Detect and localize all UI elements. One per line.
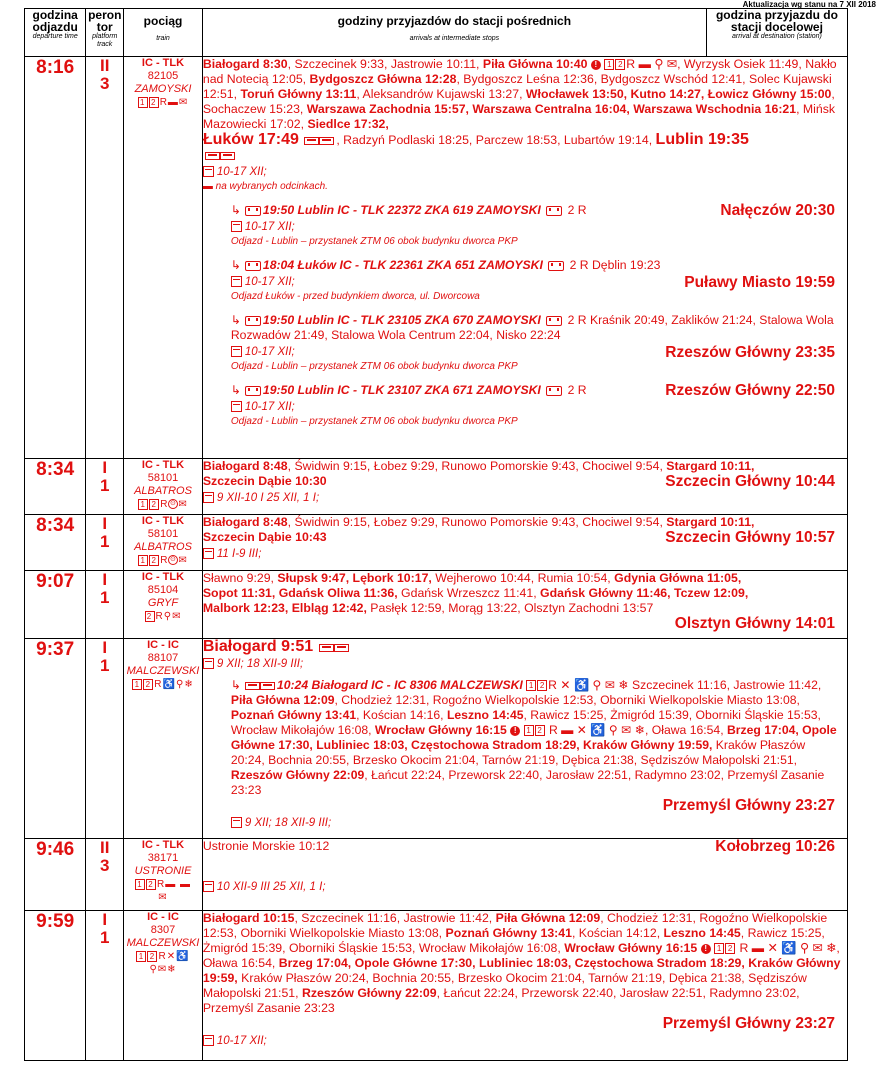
wheelchair-icon: ♿ — [162, 679, 176, 690]
service-icons: 1 2 R▬✉ — [124, 96, 202, 109]
connection: ↳ 19:50 Lublin IC - TLK 23107 ZKA 671 ZAMOYSKI 2 R Rzeszów Główny 22:50 10-17 XII; Odjazd - Lublin – przystanek ZTM 06 obok budynku dworca PKP — [203, 383, 841, 428]
calendar-icon — [203, 166, 214, 177]
departure-time: 9:07 — [25, 571, 86, 639]
destination: Szczecin Główny 10:44 — [665, 473, 835, 490]
connection: ↳ 10:24 Białogard IC - IC 8306 MALCZEWSKI 1 2 R ✕ ♿ ⚲ ✉ ❄ Szczecinek 11:16, Jastrowie 11:42, Piła Główna 12:09, Chodzież 12:31, Rogoźno Wielkopolskie 12:53, Oborniki Wielkopolskie Miasto 13:08, Poznań Główny 13:41, Kościan 14:16, Leszno 14:45, Rawicz 15:25, Żmigród 15:39, Oborniki Śląskie 15:53, Wrocław Mikołajów 16:08, Wrocław Główny 16:15 ! 1 2 R ▬ ✕ ♿ ⚲ ✉ ❄, Oława 16:54, Brzeg 17:04, Opole Główne 17:30, Lubliniec 18:03, Częstochowa Stradom 18:29, Kraków Główny 19:59, Kraków Płaszów 20:24, Bochnia 20:55, Brzesko Okocim 21:04, Tarnów 21:19, Dębica 21:38, Sędziszów Małopolski 21:51, Rzeszów Główny 22:09, Łańcut 22:24, Przeworsk 22:40, Jarosław 22:51, Radymno 23:02, Przemyśl Zasanie 23:23 Przemyśl Główny 23:27 9 XII; 18 XII-9 III; — [203, 678, 841, 831]
departure-time: 8:34 — [25, 515, 86, 571]
sleeper-icon: ▬ — [167, 97, 179, 108]
connection-destination: Rzeszów Główny 23:35 — [665, 344, 835, 361]
warning-icon: ! — [701, 944, 711, 954]
mail-icon: ✉ — [172, 611, 182, 622]
train-info: IC - TLK 58101 ALBATROS 1 2 R ⊙ ✉ — [124, 515, 203, 571]
table-row — [25, 839, 848, 911]
destination: Przemyśl Główny 23:27 — [662, 1015, 835, 1032]
train-info: IC - TLK 38171 USTRONIE 1 2 R▬ ▬ ✉ — [124, 839, 203, 911]
platform: II 3 — [86, 839, 124, 911]
replacement-bus-icon — [203, 148, 841, 163]
train-info: IC - TLK 58101 ALBATROS 1 2 R ⊙ ✉ — [124, 459, 203, 515]
bus-icon — [245, 316, 261, 326]
platform: II 3 — [86, 57, 124, 459]
calendar-icon — [203, 1035, 214, 1046]
bus-icon — [245, 206, 261, 216]
platform: I 1 — [86, 911, 124, 1061]
mail-icon: ✉ — [666, 57, 678, 71]
destination: Olsztyn Główny 14:01 — [674, 615, 835, 632]
platform: I 1 — [86, 459, 124, 515]
connection: ↳ 19:50 Lublin IC - TLK 22372 ZKA 619 ZAMOYSKI 2 R Nałęczów 20:30 10-17 XII; Odjazd - Lublin – przystanek ZTM 06 obok budynku dworca PKP — [203, 203, 841, 248]
bus-icon — [548, 261, 564, 271]
sleeper-icon: ▬ — [202, 181, 216, 192]
header-time: godzina odjazdu departure time — [25, 9, 86, 57]
connection: ↳ 18:04 Łuków IC - TLK 22361 ZKA 651 ZAMOYSKI 2 R Dęblin 19:23 10-17 XII; Puławy Miasto 19:59 Odjazd Łuków - przed budynkiem dworca, ul. Dworcowa — [203, 258, 841, 303]
calendar-icon — [203, 658, 214, 669]
warning-icon: ! — [510, 726, 520, 736]
platform: I 1 — [86, 571, 124, 639]
bus-icon — [546, 316, 562, 326]
train-info: IC - TLK 85104 GRYF 2 R⚲✉ — [124, 571, 203, 639]
table-row — [25, 571, 848, 639]
train-number: 82105 — [147, 70, 179, 82]
train-info: IC - IC 8307 MALCZEWSKI 1 2 R✕♿ ⚲✉❄ — [124, 911, 203, 1061]
intermediate-stops: Białogard 10:15, Szczecinek 11:16, Jastrowie 11:42, Piła Główna 12:09, Chodzież 12:31, Rogoźno Wielkopolskie 12:53, Oborniki Wielkopolskie Miasto 13:08, Poznań Główny 13:41, Kościan 14:12, Leszno 14:45, Rawicz 15:25, Żmigród 15:39, Oborniki Śląskie 15:53, Wrocław Mikołajów 16:08, Wrocław Główny 16:15 ! 1 2 R ▬ ✕ ♿ ⚲ ✉ ❄, Oława 16:54, Brzeg 17:04, Opole Główne 17:30, Lubliniec 18:03, Częstochowa Stradom 18:29, Kraków Główny 19:59, Kraków Płaszów 20:24, Bochnia 20:55, Brzesko Okocim 21:04, Tarnów 21:19, Dębica 21:38, Sędziszów Małopolski 21:51, Rzeszów Główny 22:09, Łańcut 22:24, Przeworsk 22:40, Jarosław 22:51, Radymno 23:02, Przemyśl Zasanie 23:23 Przemyśl Główny 23:27 10-17 XII; — [202, 911, 847, 1061]
connection-destination: Nałęczów 20:30 — [720, 202, 835, 219]
table-row — [25, 57, 848, 459]
calendar-icon — [231, 401, 242, 412]
warning-icon: ! — [591, 60, 601, 70]
train-name: ZAMOYSKI — [134, 83, 192, 95]
calendar-icon — [231, 221, 242, 232]
sleeper-icon: ▬ — [638, 57, 651, 71]
bus-replacement-icon — [304, 137, 334, 145]
intermediate-stops: Białogard 8:48, Świdwin 9:15, Łobez 9:29, Runowo Pomorskie 9:43, Chociwel 9:54, Stargard 10:11, Szczecin Dąbie 10:43 Szczecin Główny 10:57 11 I-9 III; — [202, 515, 847, 571]
departure-time: 9:59 — [25, 911, 86, 1061]
calendar-icon — [231, 817, 242, 828]
aircon-icon: ❄ — [184, 679, 194, 690]
table-row — [25, 459, 848, 515]
calendar-icon — [231, 276, 242, 287]
departure-time: 8:34 — [25, 459, 86, 515]
platform: I 1 — [86, 639, 124, 839]
train-info — [124, 57, 203, 459]
mail-icon: ✉ — [178, 555, 188, 566]
connection-destination: Puławy Miasto 19:59 — [684, 274, 835, 291]
bus-icon — [245, 261, 261, 271]
intermediate-stops: Ustronie Morskie 10:12 Kołobrzeg 10:26 10 XII-9 III 25 XII, 1 I; — [202, 839, 847, 911]
train-info: IC - IC 88107 MALCZEWSKI 1 2 R♿⚲❄ — [124, 639, 203, 839]
calendar-icon — [203, 881, 214, 892]
header-intermediate: godziny przyjazdów do stacji pośrednich arrivals at intermediate stops — [202, 9, 706, 57]
header-train: pociąg train — [124, 9, 203, 57]
mail-icon: ✉ — [178, 97, 189, 108]
departure-time: 9:37 — [25, 639, 86, 839]
header-row — [25, 9, 848, 57]
wifi-icon: ⊙ — [169, 556, 177, 564]
train-category: IC - TLK — [141, 57, 185, 69]
connection: ↳ 19:50 Lublin IC - TLK 23105 ZKA 670 ZAMOYSKI 2 R Kraśnik 20:49, Zaklików 21:24, Stalowa Wola Rozwadów 21:49, Stalowa Wola Centrum 22:04, Nisko 22:24 10-17 XII; Rzeszów Główny 23:35 Odjazd - Lublin – przystanek ZTM 06 obok budynku dworca PKP — [203, 313, 841, 373]
intermediate-stops: Białogard 9:51 9 XII; 18 XII-9 III; ↳ 10:24 Białogard IC - IC 8306 MALCZEWSKI 1 2 R ✕ ♿ ⚲ ✉ ❄ Szczecinek 11:16, Jastrowie 11:42, Piła Główna 12:09, Chodzież 12:31, Rogoźno Wielkopolskie 12:53, Oborniki Wielkopolskie Miasto 13:08, Poznań Główny 13:41, Kościan 14:16, Leszno 14:45, Rawicz 15:25, Żmigród 15:39, Oborniki Śląskie 15:53, Wrocław Mikołajów 16:08, Wrocław Główny 16:15 ! 1 2 R ▬ ✕ ♿ ⚲ ✉ ❄, Oława 16:54, Brzeg 17:04, Opole Główne 17:30, Lubliniec 18:03, Częstochowa Stradom 18:29, Kraków Główny 19:59, Kraków Płaszów 20:24, Bochnia 20:55, Brzesko Okocim 21:04, Tarnów 21:19, Dębica 21:38, Sędziszów Małopolski 21:51, Rzeszów Główny 22:09, Łańcut 22:24, Przeworsk 22:40, Jarosław 22:51, Radymno 23:02, Przemyśl Zasanie 23:23 Przemyśl Główny 23:27 9 XII; 18 XII-9 III; — [202, 639, 847, 839]
table-row — [25, 911, 848, 1061]
bike-icon: ⚲ — [175, 679, 185, 690]
update-note: Aktualizacja wg stanu na 7 XII 2018 — [742, 0, 876, 9]
platform: I 1 — [86, 515, 124, 571]
departure-time: 9:46 — [25, 839, 86, 911]
intermediate-stops: Białogard 8:48, Świdwin 9:15, Łobez 9:29, Runowo Pomorskie 9:43, Chociwel 9:54, Stargard 10:11, Szczecin Dąbie 10:30 Szczecin Główny 10:44 9 XII-10 I 25 XII, 1 I; — [202, 459, 847, 515]
table-row — [25, 515, 848, 571]
bus-replacement-icon — [245, 682, 275, 690]
intermediate-stops: Białogard 8:30, Szczecinek 9:33, Jastrowie 10:11, Piła Główna 10:40 ! 1 2 R ▬ ⚲ ✉, Wyrzysk Osiek 11:49, Nakło nad Notecią 12:05, Bydgoszcz Główna 12:28, Bydgoszcz Leśna 12:36, Bydgoszcz Wschód 12:41, Solec Kujawski 12:51, Toruń Główny 13:11, Aleksandrów Kujawski 13:27, Włocławek 13:50, Kutno 14:27, Łowicz Główny 15:00, Sochaczew 15:23, Warszawa Zachodnia 15:57, Warszawa Centralna 16:04, Warszawa Wschodnia 16:21, Mińsk Mazowiecki 17:02, Siedlce 17:32, Łuków 17:49 , Radzyń Podlaski 18:25, Parczew 18:53, Lubartów 19:14, Lublin 19:35 10-17 XII; ▬ na wybranych odcinkach. ↳ 19:50 Lublin IC - TLK 22372 ZKA 619 ZAMOYSKI 2 R Nałęczów 20:30 10-17 XII; Odjazd - Lublin – przystanek ZTM 06 obok budynku dworca PKP ↳ 18:04 Łuków IC - TLK 22361 ZKA 651 ZAMOYSKI 2 R Dęblin 19:23 10-17 XII; Puławy Miasto 19:59 Odjazd Łuków - przed budynkiem dworca, ul. Dworcowa ↳ 19:50 Lublin IC - TLK 23105 ZKA 670 ZAMOYSKI 2 R Kraśnik 20:49, Zaklików 21:24, Stalowa Wola Rozwadów 21:49, Stalowa Wola Centrum 22:04, Nisko 22:24 10-17 XII; Rzeszów Główny 23:35 Odjazd - Lublin – przystanek ZTM 06 obok budynku dworca PKP ↳ 19:50 Lublin IC - TLK 23107 ZKA 671 ZAMOYSKI 2 R Rzeszów Główny 22:50 10-17 XII; Odjazd - Lublin – przystanek ZTM 06 obok budynku dworca PKP — [202, 57, 847, 459]
intermediate-stops: Sławno 9:29, Słupsk 9:47, Lębork 10:17, Wejherowo 10:44, Rumia 10:54, Gdynia Główna 11:05, Sopot 11:31, Gdańsk Oliwa 11:36, Gdańsk Wrzeszcz 11:41, Gdańsk Główny 11:46, Tczew 12:09, Malbork 12:23, Elbląg 12:42, Pasłęk 12:59, Morąg 13:22, Olsztyn Zachodni 13:57 Olsztyn Główny 14:01 — [202, 571, 847, 639]
calendar-icon — [231, 346, 242, 357]
header-destination: godzina przyjazdu do stacji docelowej arrival at destination (station) — [706, 9, 847, 57]
bus-icon — [546, 206, 562, 216]
bus-icon — [245, 386, 261, 396]
departure-time: 8:16 — [25, 57, 86, 459]
table-row — [25, 639, 848, 839]
bike-icon: ⚲ — [654, 57, 664, 71]
connection-destination: Przemyśl Główny 23:27 — [662, 797, 835, 814]
destination: Kołobrzeg 10:26 — [715, 838, 835, 855]
calendar-icon — [203, 548, 214, 559]
mail-icon: ✉ — [178, 499, 188, 510]
bus-icon — [546, 386, 562, 396]
calendar-icon — [203, 492, 214, 503]
bus-replacement-icon — [319, 644, 349, 652]
destination: Szczecin Główny 10:57 — [665, 529, 835, 546]
timetable — [24, 8, 848, 1061]
bike-icon: ⚲ — [163, 611, 173, 622]
header-platform: peron tor platform track — [86, 9, 124, 57]
wifi-icon: ⊙ — [169, 500, 177, 508]
connection-destination: Rzeszów Główny 22:50 — [665, 382, 835, 399]
